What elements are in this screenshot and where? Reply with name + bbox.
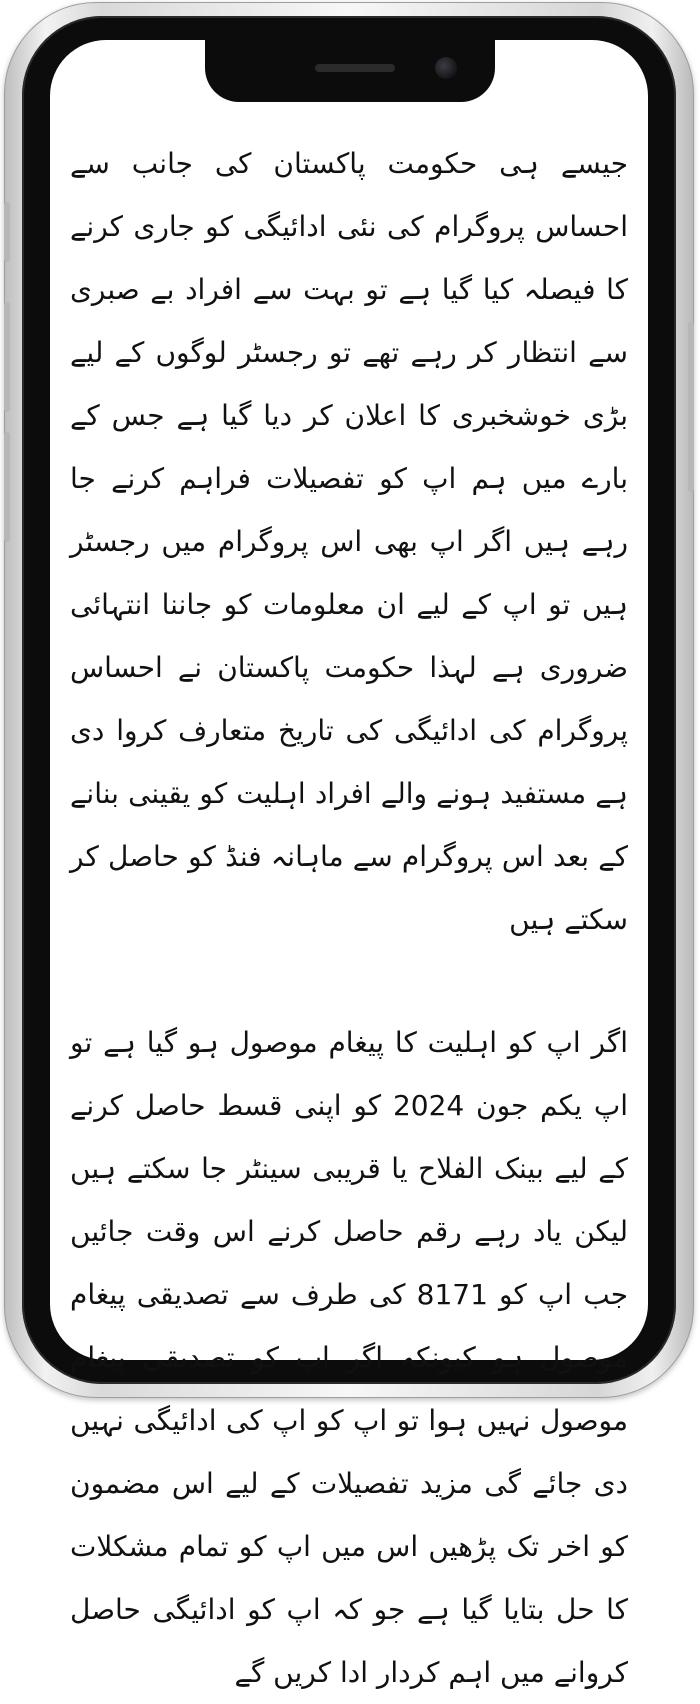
article-body (70, 132, 628, 1704)
volume-down-button (4, 432, 10, 542)
power-button (688, 322, 694, 492)
mute-switch (4, 202, 10, 262)
phone-bezel (22, 16, 676, 1689)
notch (205, 38, 495, 102)
phone-frame (4, 2, 694, 1689)
volume-up-button (4, 302, 10, 412)
front-camera-icon (435, 57, 457, 79)
earpiece-speaker-icon (315, 64, 395, 72)
article-paragraph-2: اگر اپ کو اہلیت کا پیغام موصول ہو گیا ہے تو اپ یکم جون 2024 کو اپنی قسط حاصل کرنے کے لیے بینک الفلاح یا قریبی سینٹر جا سکتے ہیں لیکن یاد رہے رقم حاصل کرنے اس وقت جائیں جب اپ کو 8171 کی طرف سے تصدیقی پیغام موصول ہو کیونکہ اگر اپ کو تصدیقی پیغام موصول نہیں ہوا تو اپ کو اپ کی ادائیگی نہیں دی جائے گی مزید تفصیلات کے لیے اس مضمون کو اخر تک پڑھیں اس میں اپ کو تمام مشکلات کا حل بتایا گیا ہے جو کہ اپ کو ادائیگی حاصل کروانے میں اہم کردار ادا کریں گے (70, 1026, 629, 1689)
article-paragraph-1: جیسے ہی حکومت پاکستان کی جانب سے احساس پروگرام کی نئی ادائیگی کو جاری کرنے کا فیصلہ کیا گیا ہے تو بہت سے افراد بے صبری سے انتظار کر رہے تھے تو رجسٹر لوگوں کے لیے بڑی خوشخبری کا اعلان کر دیا گیا ہے جس کے بارے میں ہم اپ کو تفصیلات فراہم کرنے جا رہے ہیں اگر اپ بھی اس پروگرام میں رجسٹر ہیں تو اپ کے لیے ان معلومات کو جاننا انتہائی ضروری ہے لہذا حکومت پاکستان نے احساس پروگرام کی ادائیگی کی تاریخ متعارف کروا دی ہے مستفید ہونے والے افراد اہلیت کو یقینی بنانے کے بعد اس پروگرام سے ماہانہ فنڈ کو حاصل کر سکتے ہیں (70, 147, 628, 936)
phone-screen (50, 40, 648, 1689)
